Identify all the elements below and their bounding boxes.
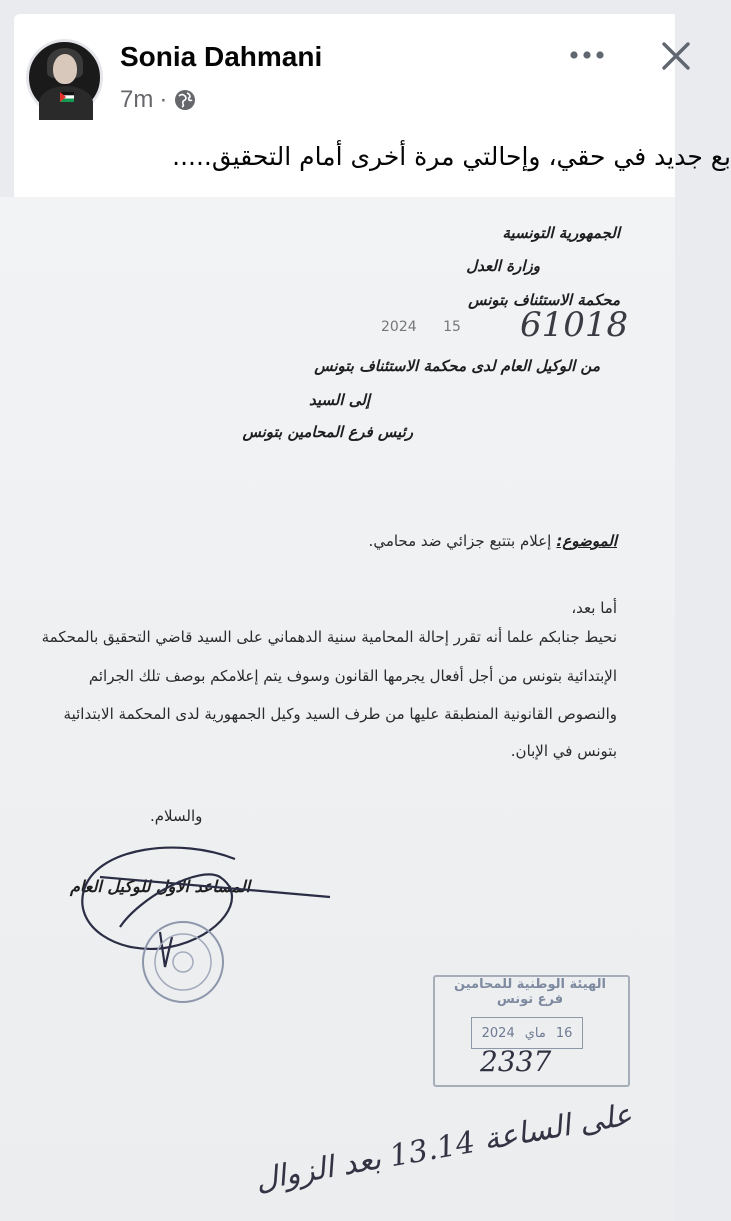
more-options-button[interactable] <box>567 40 607 70</box>
doc-header-court: محكمة الاستئناف بتونس <box>468 291 620 309</box>
doc-closing: والسلام. <box>150 807 203 825</box>
doc-body-line-1: نحيط جنابكم علما أنه تقرر إحالة المحامية سنية الدهماني على السيد قاضي التحقيق بالمحكمة <box>41 628 617 646</box>
post-text <box>14 142 731 182</box>
globe-icon <box>173 88 197 112</box>
doc-body-line-4: بتونس في الإبان. <box>510 742 617 760</box>
doc-subject-label: الموضوع: <box>556 532 617 550</box>
doc-from-line: من الوكيل العام لدى محكمة الاستئناف بتونس <box>314 357 600 375</box>
bar-stamp-number: 2337 <box>480 1045 552 1078</box>
bar-stamp-month: ماي <box>524 1025 546 1041</box>
doc-signatory: المساعد الاول للوكيل العام <box>70 877 251 896</box>
post-header <box>14 14 731 197</box>
author-name[interactable]: Sonia Dahmani <box>120 41 323 72</box>
doc-ref-number: 61018 <box>520 305 629 345</box>
doc-header-ministry: وزارة العدل <box>466 257 540 275</box>
court-seal <box>138 917 228 1007</box>
doc-recipient: رئيس فرع المحامين بتونس <box>242 423 413 441</box>
doc-body-line-2: الإبتدائية بتونس من أجل أفعال يجرمها القانون وسوف يتم إعلامكم بوصف تلك الجرائم <box>88 667 617 685</box>
flag-icon <box>60 92 74 102</box>
bar-stamp-year: 2024 <box>481 1025 515 1041</box>
doc-date-day: 15 <box>443 319 461 335</box>
more-dots-icon <box>570 51 604 59</box>
doc-salutation: أما بعد، <box>571 599 617 617</box>
handwritten-time-note: على الساعة 13.14 بعد الزوال <box>252 1097 635 1198</box>
post-meta <box>120 86 197 114</box>
doc-body-line-3: والنصوص القانونية المنطبقة عليها من طرف السيد وكيل الجمهورية لدى المحكمة الابتدائية <box>63 705 617 723</box>
close-icon <box>660 36 690 72</box>
meta-separator: · <box>159 86 168 113</box>
bar-stamp-title-2: فرع تونس <box>496 992 564 1007</box>
bar-stamp-day: 16 <box>555 1025 573 1041</box>
doc-subject-text: إعلام بتتبع جزائي ضد محامي. <box>368 532 552 550</box>
close-button[interactable] <box>660 36 690 72</box>
doc-date-year: 2024 <box>381 319 417 335</box>
avatar-face <box>53 54 77 84</box>
doc-to-line: إلى السيد <box>309 391 370 409</box>
bar-stamp-title-1: الهيئة الوطنية للمحامين <box>454 977 606 992</box>
doc-header-republic: الجمهورية التونسية <box>502 224 620 242</box>
bar-stamp-title <box>440 977 620 1007</box>
avatar[interactable] <box>26 39 103 116</box>
doc-subject <box>369 531 617 550</box>
post-time[interactable]: 7m <box>120 86 154 113</box>
doc-date-stamp <box>381 319 461 335</box>
post-text-content: بع جديد في حقي، وإحالتي مرة أخرى أمام التحقيق..... <box>172 142 731 171</box>
post-photo[interactable] <box>0 197 675 1221</box>
